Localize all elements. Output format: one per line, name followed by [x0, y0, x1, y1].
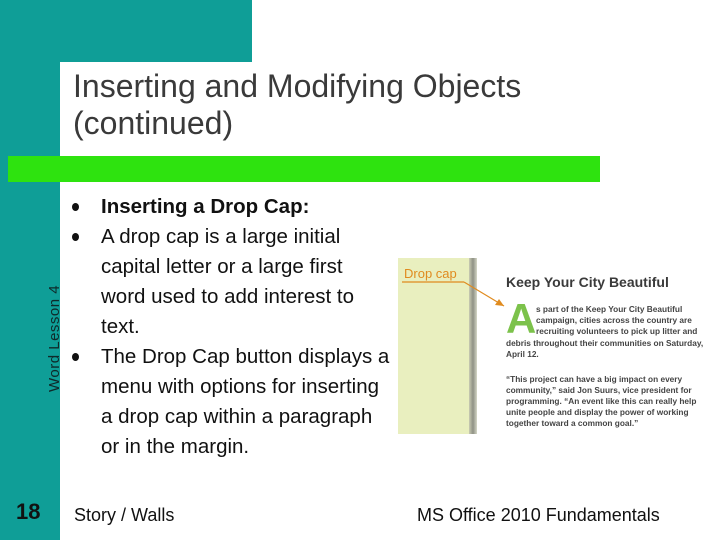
slide-title: [73, 68, 673, 142]
slide-number: 18: [16, 499, 41, 524]
bullet-dot-icon: [72, 353, 79, 361]
side-lesson-label: Word Lesson 4: [46, 284, 63, 392]
article-heading: Keep Your City Beautiful: [506, 274, 669, 290]
article-para-1-line-2: campaign, cities across the country are: [536, 315, 692, 325]
bullet-text-3: The Drop Cap button displays a menu with options for inserting a drop cap within a paragraph or in the margin.: [101, 345, 390, 458]
article-para-2-line-5: together toward a common goal.”: [506, 418, 639, 428]
title-underline-bar: [8, 156, 600, 182]
bullet-text-2: A drop cap is a large initial capital letter or a large first word used to add interest to text.: [101, 225, 354, 338]
bullet-dot-icon: [72, 233, 79, 241]
slide-title-line-2: (continued): [73, 105, 234, 141]
bullet-item-1: [72, 192, 392, 222]
drop-cap-letter: A: [506, 295, 537, 342]
footer-authors: Story / Walls: [74, 505, 175, 525]
article-para-1-line-4: debris throughout their communities on Saturday,: [506, 338, 704, 348]
left-teal-sidebar: [0, 0, 60, 540]
bullet-item-2: [72, 222, 392, 342]
footer-course-title: MS Office 2010 Fundamentals: [417, 505, 660, 525]
bullet-dot-icon: [72, 203, 79, 211]
article-para-1-line-1: s part of the Keep Your City Beautiful: [536, 304, 683, 314]
drop-cap-callout-label: Drop cap: [404, 266, 457, 281]
article-para-2-line-4: unite people and display the power of working: [506, 407, 689, 417]
bullet-item-3: [72, 342, 392, 462]
bullet-text-1: Inserting a Drop Cap:: [101, 195, 310, 218]
article-para-2-line-2: community,” said Jon Suurs, vice president for: [506, 385, 692, 395]
drop-cap-illustration: [398, 258, 704, 436]
article-para-2-line-1: “This project can have a big impact on every: [506, 374, 683, 384]
slide-title-line-1: Inserting and Modifying Objects: [73, 68, 522, 104]
article-para-1-line-5: April 12.: [506, 349, 539, 359]
article-para-2-line-3: programming. “An event like this can really help: [506, 396, 697, 406]
bullet-list: [72, 192, 392, 462]
article-para-1-line-3: recruiting volunteers to pick up litter and: [536, 326, 698, 336]
